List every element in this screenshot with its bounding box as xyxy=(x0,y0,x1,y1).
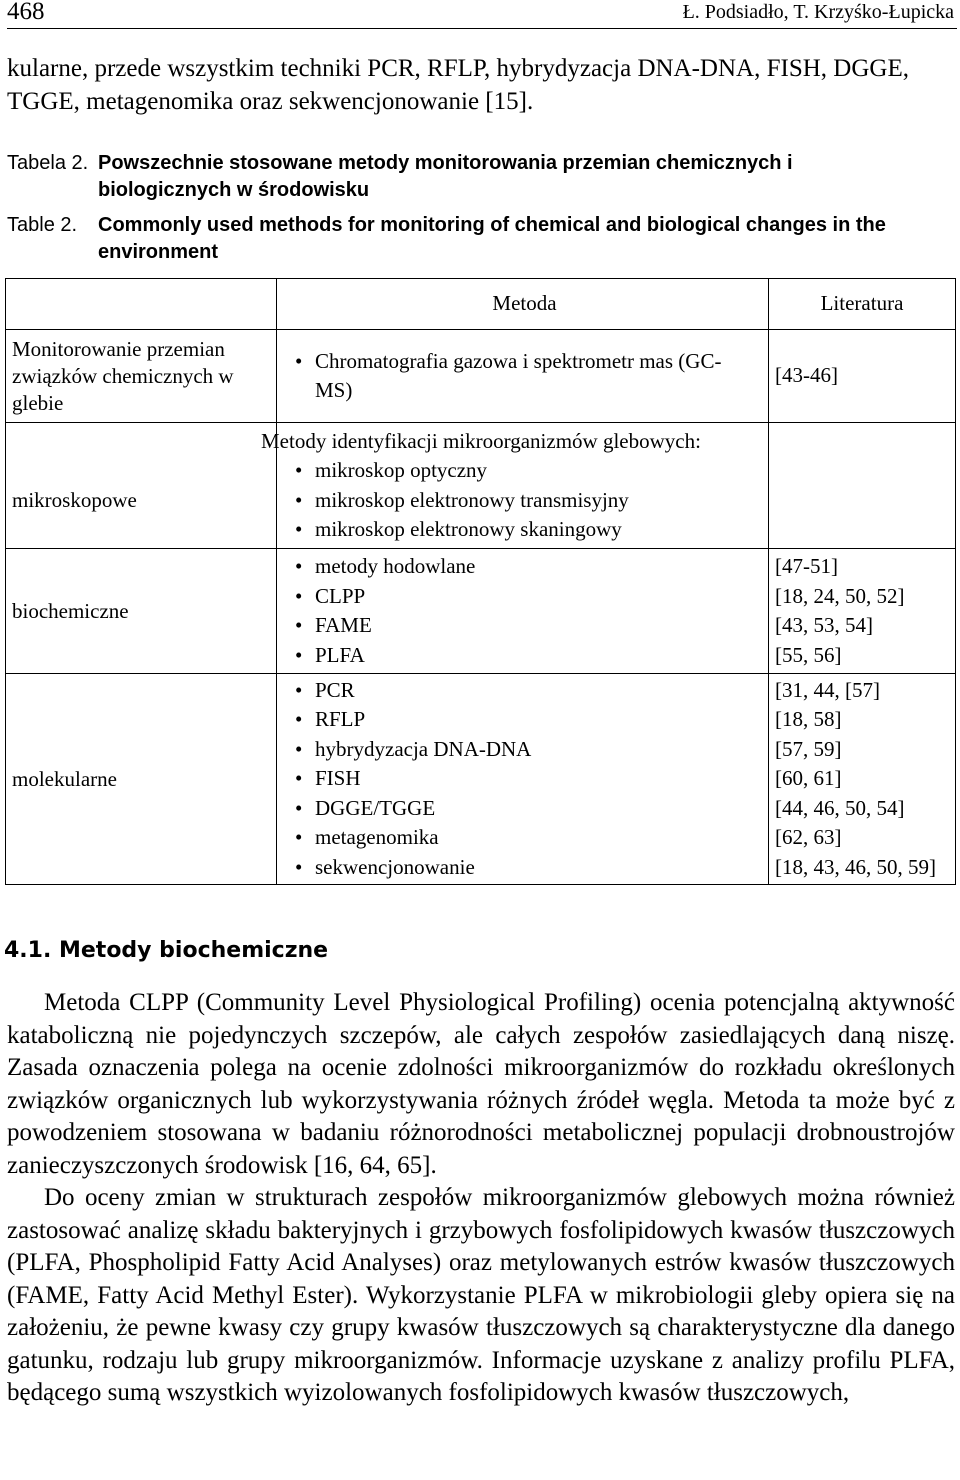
methods-subheading: Metody identyfikacji mikroorganizmów glebowych: xyxy=(261,428,701,453)
methods-table xyxy=(5,278,956,885)
intro-paragraph: kularne, przede wszystkim techniki PCR, RFLP, hybrydyzacja DNA-DNA, FISH, DGGE, TGGE, metagenomika oraz sekwencjonowanie [15]. xyxy=(7,55,909,115)
table-row xyxy=(6,330,956,423)
list-item: • mikroskop elektronowy skaningowy xyxy=(291,515,758,545)
list-item: • PLFA xyxy=(291,641,758,671)
list-item: • hybrydyzacja DNA-DNA xyxy=(291,735,758,765)
section-title: 4.1. Metody biochemiczne xyxy=(4,938,329,963)
list-item: • metody hodowlane xyxy=(291,552,758,582)
caption-text: Commonly used methods for monitoring of chemical and biological changes in the environment xyxy=(98,214,886,263)
table-row xyxy=(6,423,956,549)
paragraph: Do oceny zmian w strukturach zespołów mikroorganizmów glebowych można również zastosować analizę składu bakteryjnych i grzybowych fosfolipidowych kwasów tłuszczowych (PLFA, Phospholipid Fatty Acid Analyses) oraz metylowanych estrów kwasów tłuszczowych (FAME, Fatty Acid Methyl Ester). Wykorzystanie PLFA w mikrobiologii gleby opiera się na założeniu, że pewne kwasy czy grupy kwasów tłuszczowych są charakterystyczne dla danego gatunku, rodzaju lub grupy mikroorganizmów. Informacje uzyskane z analizy profilu PLFA, będącego sumą wszystkich wyizolowanych fosfolipidowych kwasów tłuszczowych, xyxy=(7,1184,955,1406)
category-label: mikroskopowe xyxy=(12,487,137,512)
reference: [44, 46, 50, 54] xyxy=(775,795,905,820)
reference: [18, 43, 46, 50, 59] xyxy=(775,854,936,879)
caption-label: Table 2. xyxy=(7,214,78,236)
list-item: • sekwencjonowanie xyxy=(291,853,758,883)
body-text xyxy=(7,987,955,1410)
reference: [47-51] xyxy=(775,554,838,578)
paragraph: Metoda CLPP (Community Level Physiological Profiling) ocenia potencjalną aktywność kataboliczną nie pojedynczych szczepów, ale całych zespołów zasiedlających daną niszę. Zasada oznaczenia polega na ocenie zdolności mikroorganizmów do rozkładu określonych związków organicznych lub wykorzystywania różnych źródeł węgla. Metoda ta może być z powodzeniem stosowana w badaniu różnorodności metabolicznej populacji drobnoustrojów zanieczyszczonych środowisk [16, 64, 65]. xyxy=(7,989,955,1179)
header-literature: Literatura xyxy=(769,279,956,330)
refs-cell xyxy=(769,674,956,885)
page-header xyxy=(7,0,957,29)
category-cell: biochemiczne xyxy=(6,549,277,674)
reference: [18, 24, 50, 52] xyxy=(775,583,905,608)
reference: [60, 61] xyxy=(775,766,842,791)
list-item: • mikroskop optyczny xyxy=(291,456,758,486)
table-row xyxy=(6,674,956,885)
list-item: • metagenomika xyxy=(291,823,758,853)
list-item: • mikroskop elektronowy transmisyjny xyxy=(291,486,758,516)
list-item: • RFLP xyxy=(291,705,758,735)
list-item: • PCR xyxy=(291,676,758,706)
header-empty-cell xyxy=(6,279,277,330)
list-item: • FISH xyxy=(291,764,758,794)
category-cell: molekularne xyxy=(6,674,277,885)
list-item: • DGGE/TGGE xyxy=(291,794,758,824)
caption-label: Tabela 2. xyxy=(7,152,89,174)
methods-cell xyxy=(277,330,769,423)
methods-cell xyxy=(261,423,769,549)
refs-cell xyxy=(769,549,956,674)
reference: [18, 58] xyxy=(775,707,842,732)
methods-cell xyxy=(277,674,769,885)
refs-cell xyxy=(769,423,956,549)
category-cell xyxy=(6,423,277,549)
methods-cell xyxy=(277,549,769,674)
reference: [62, 63] xyxy=(775,825,842,850)
reference: [43, 53, 54] xyxy=(775,613,873,637)
caption-text: Powszechnie stosowane metody monitorowania przemian chemicznych i biologicznych w środowisku xyxy=(98,152,793,201)
list-item: • CLPP xyxy=(291,582,758,612)
list-item: • Chromatografia gazowa i spektrometr mas (GC-MS) xyxy=(291,347,758,406)
header-method: Metoda xyxy=(277,279,769,330)
category-cell: Monitorowanie przemian związków chemicznych w glebie xyxy=(6,330,277,423)
list-item: • FAME xyxy=(291,611,758,641)
reference: [43-46] xyxy=(775,363,838,388)
page-number: 468 xyxy=(7,0,45,25)
table-row xyxy=(6,549,956,674)
reference: [31, 44, [57] xyxy=(775,677,880,702)
reference: [55, 56] xyxy=(775,642,842,667)
running-head: Ł. Podsiadło, T. Krzyśko-Łupicka xyxy=(682,1,954,23)
reference: [57, 59] xyxy=(775,736,842,761)
refs-cell xyxy=(769,330,956,423)
table-header-row xyxy=(6,279,956,330)
